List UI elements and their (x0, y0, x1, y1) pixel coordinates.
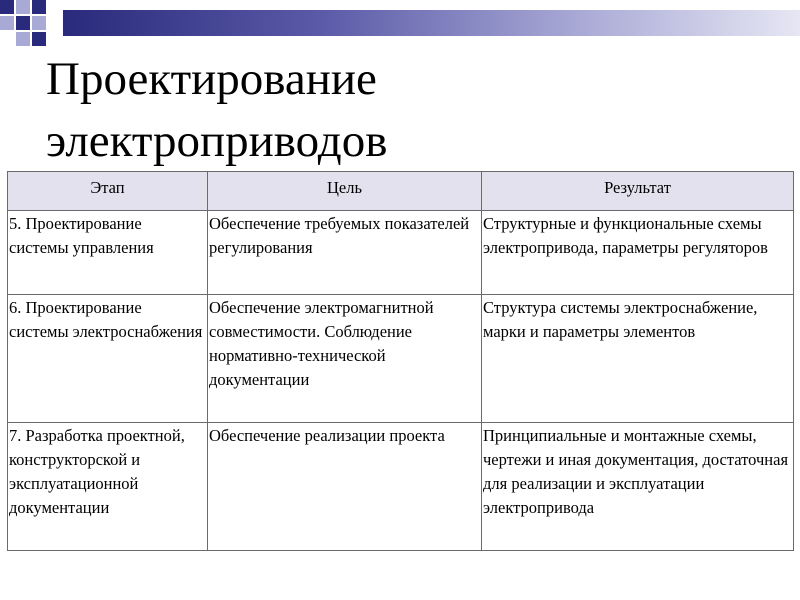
slide-title (46, 48, 746, 172)
table-row (8, 211, 794, 295)
header-gradient-bar (63, 10, 800, 36)
slide-title-line-1: Проектирование (46, 53, 377, 105)
table-row (8, 423, 794, 551)
column-header-goal: Цель (208, 172, 482, 211)
table-cell-stage: 6. Проектирование системы электроснабжения (8, 295, 208, 423)
table-cell-stage: 5. Проектирование системы управления (8, 211, 208, 295)
design-stages-table (7, 171, 794, 551)
table-cell-stage: 7. Разработка проектной, конструкторской и эксплуатационной документации (8, 423, 208, 551)
table-cell-goal: Обеспечение электромагнитной совместимости. Соблюдение нормативно-технической документации (208, 295, 482, 423)
table-cell-result: Структура системы электроснабжение, марки и параметры элементов (482, 295, 794, 423)
column-header-stage: Этап (8, 172, 208, 211)
decor-square-6 (32, 16, 46, 30)
decor-square-2 (16, 0, 30, 14)
decor-square-8 (32, 32, 46, 46)
decor-square-1 (0, 0, 14, 14)
table-cell-goal: Обеспечение реализации проекта (208, 423, 482, 551)
table-header-row (8, 172, 794, 211)
column-header-result: Результат (482, 172, 794, 211)
decor-square-5 (16, 16, 30, 30)
table-cell-result: Структурные и функциональные схемы электропривода, параметры регуляторов (482, 211, 794, 295)
table-cell-result: Принципиальные и монтажные схемы, чертежи и иная документация, достаточная для реализации и эксплуатации электропривода (482, 423, 794, 551)
slide-title-line-2: электроприводов (46, 115, 388, 167)
decor-square-4 (0, 16, 14, 30)
table-cell-goal: Обеспечение требуемых показателей регулирования (208, 211, 482, 295)
decor-square-3 (32, 0, 46, 14)
table-row (8, 295, 794, 423)
decor-square-7 (16, 32, 30, 46)
